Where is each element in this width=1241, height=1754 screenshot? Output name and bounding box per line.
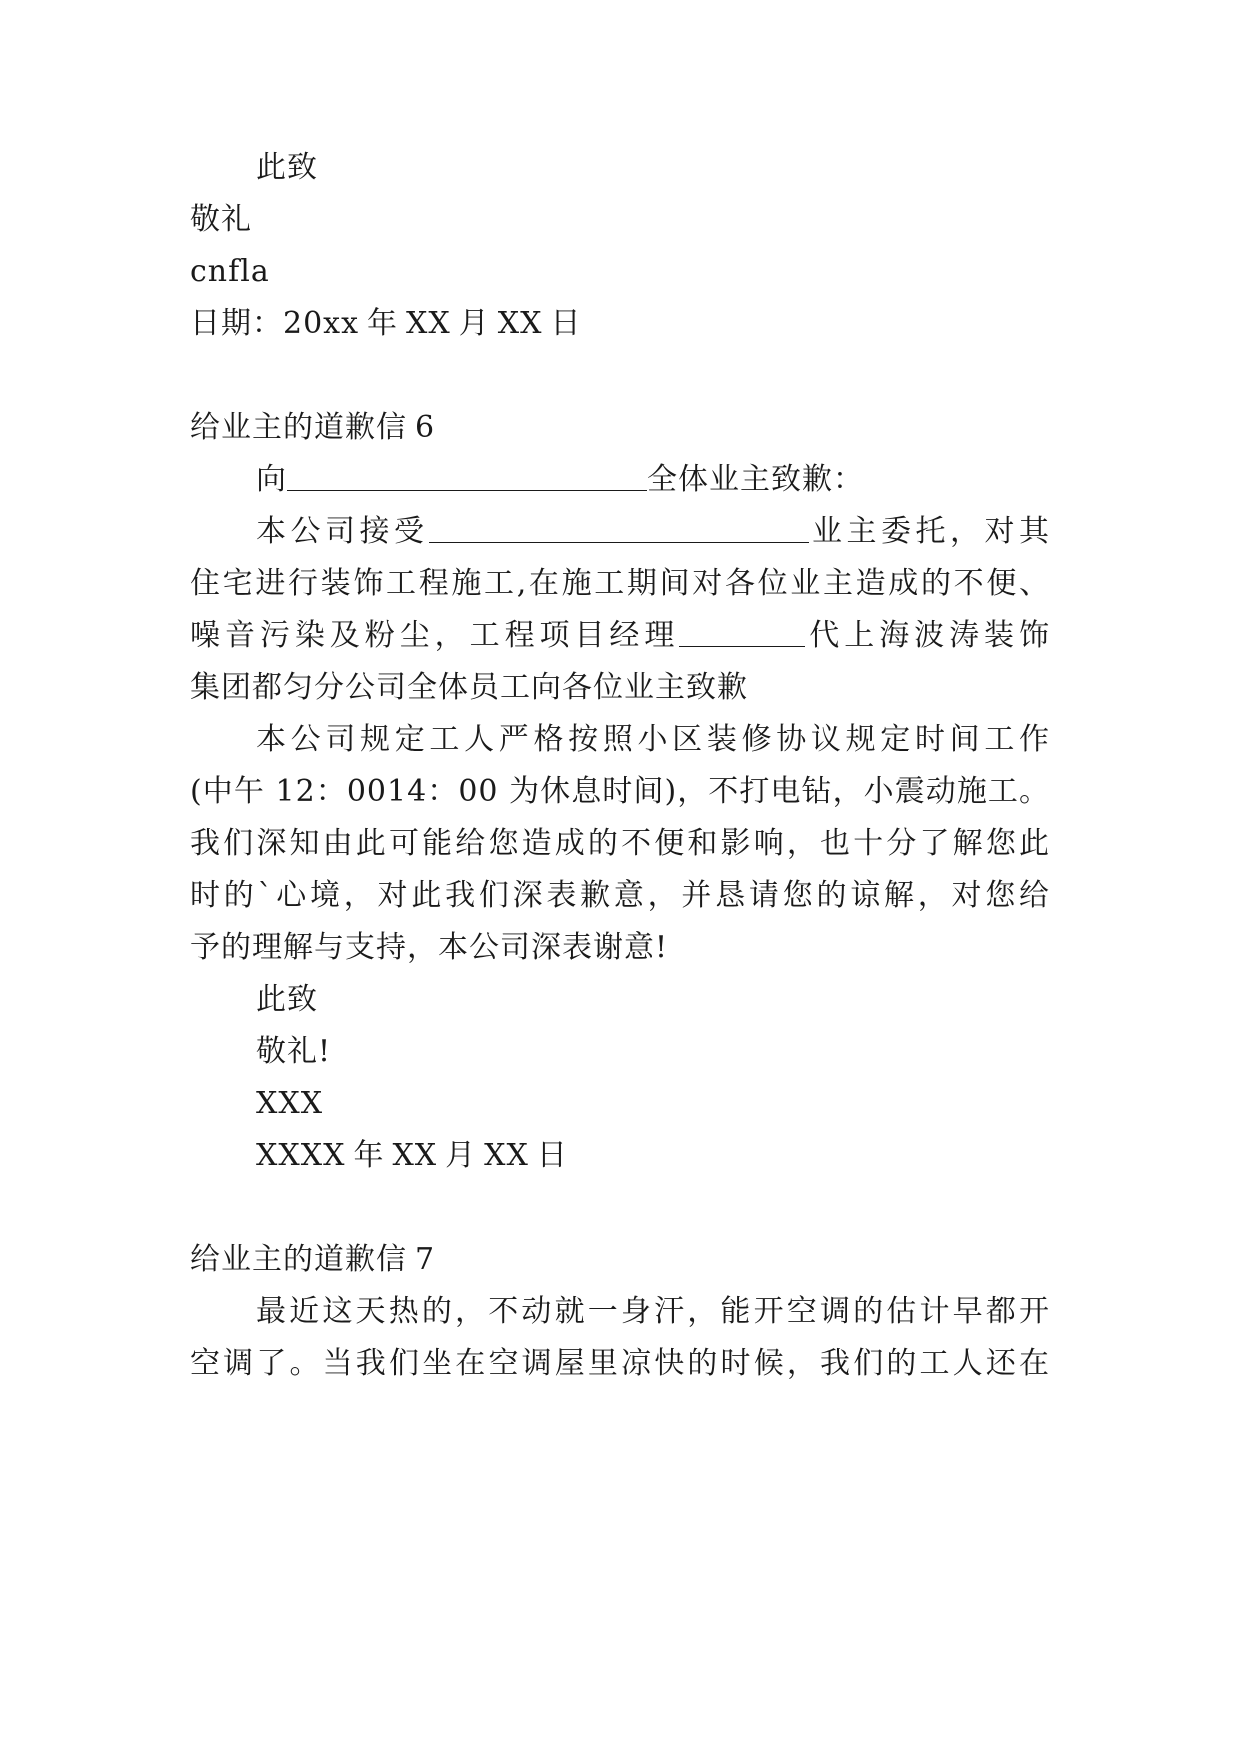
paragraph-line	[190, 824, 1050, 864]
closing-text: 敬礼!	[256, 1034, 332, 1069]
year-char: 年	[367, 306, 399, 341]
signer-line	[256, 1084, 1136, 1124]
paragraph-line	[190, 876, 1050, 916]
year-char: 年	[353, 1138, 385, 1173]
text-segment: (中午 12：0014：00 为休息时间)，不打电钻，小震动施工。	[190, 774, 1050, 809]
regards-line	[190, 200, 1070, 240]
text-segment: 业主委托，对其	[808, 514, 1050, 549]
heading-text: 给业主的道歉信	[190, 410, 407, 445]
paragraph-line	[190, 772, 1050, 812]
date-month: XX	[406, 306, 451, 341]
text-segment: 本公司接受	[256, 514, 429, 549]
date-line	[256, 1136, 1136, 1176]
date-year: XXXX	[256, 1138, 346, 1173]
day-char: 日	[550, 306, 582, 341]
text-segment: 空调了。当我们坐在空调屋里凉快的时候，我们的工人还在	[190, 1346, 1050, 1381]
text-segment: 时的`心境，对此我们深表歉意，并恳请您的谅解，对您给	[190, 878, 1050, 913]
regards-text: 敬礼	[190, 202, 252, 237]
greeting-line	[256, 460, 1136, 500]
text-segment: 代上海波涛装饰	[805, 618, 1051, 653]
greeting-prefix: 向	[256, 462, 287, 497]
paragraph-line	[190, 1344, 1050, 1384]
signature-text: cnfla	[190, 254, 270, 289]
date-month: XX	[392, 1138, 438, 1173]
date-year: 20xx	[283, 306, 360, 341]
month-char: 月	[445, 1138, 477, 1173]
blank-underline	[287, 460, 647, 491]
blank-underline	[429, 512, 809, 543]
closing-text: 此致	[256, 982, 318, 1017]
closing-line	[256, 980, 1136, 1020]
paragraph-line	[190, 564, 1050, 604]
text-segment: 噪音污染及粉尘，工程项目经理	[190, 618, 680, 653]
paragraph-line	[190, 668, 1070, 708]
signer-text: XXX	[256, 1086, 324, 1121]
paragraph-line	[256, 1292, 1050, 1332]
heading-number: 7	[415, 1242, 436, 1277]
blank-underline	[679, 616, 805, 647]
text-segment: 本公司规定工人严格按照小区装修协议规定时间工作	[256, 722, 1050, 757]
section-6-heading	[190, 408, 1070, 448]
paragraph-line	[256, 720, 1050, 760]
signature-line	[190, 252, 1070, 292]
salutation-line	[256, 148, 1136, 188]
date-label: 日期：	[190, 306, 283, 341]
text-segment: 集团都匀分公司全体员工向各位业主致歉	[190, 670, 748, 705]
paragraph-line	[190, 928, 1070, 968]
date-day: XX	[484, 1138, 529, 1173]
text-segment: 住宅进行装饰工程施工,在施工期间对各位业主造成的不便、	[190, 566, 1050, 601]
date-line	[190, 304, 1070, 344]
day-char: 日	[536, 1138, 568, 1173]
closing-line	[256, 1032, 1136, 1072]
salutation-text: 此致	[256, 150, 318, 185]
date-day: XX	[497, 306, 543, 341]
month-char: 月	[458, 306, 490, 341]
text-segment: 予的理解与支持，本公司深表谢意!	[190, 930, 669, 965]
greeting-suffix: 全体业主致歉：	[647, 462, 864, 497]
text-segment: 最近这天热的，不动就一身汗，能开空调的估计早都开	[256, 1294, 1050, 1329]
text-segment: 我们深知由此可能给您造成的不便和影响，也十分了解您此	[190, 826, 1050, 861]
heading-number: 6	[415, 410, 436, 445]
paragraph-line	[190, 616, 1050, 656]
heading-text: 给业主的道歉信	[190, 1242, 407, 1277]
section-7-heading	[190, 1240, 1070, 1280]
paragraph-line	[256, 512, 1050, 552]
